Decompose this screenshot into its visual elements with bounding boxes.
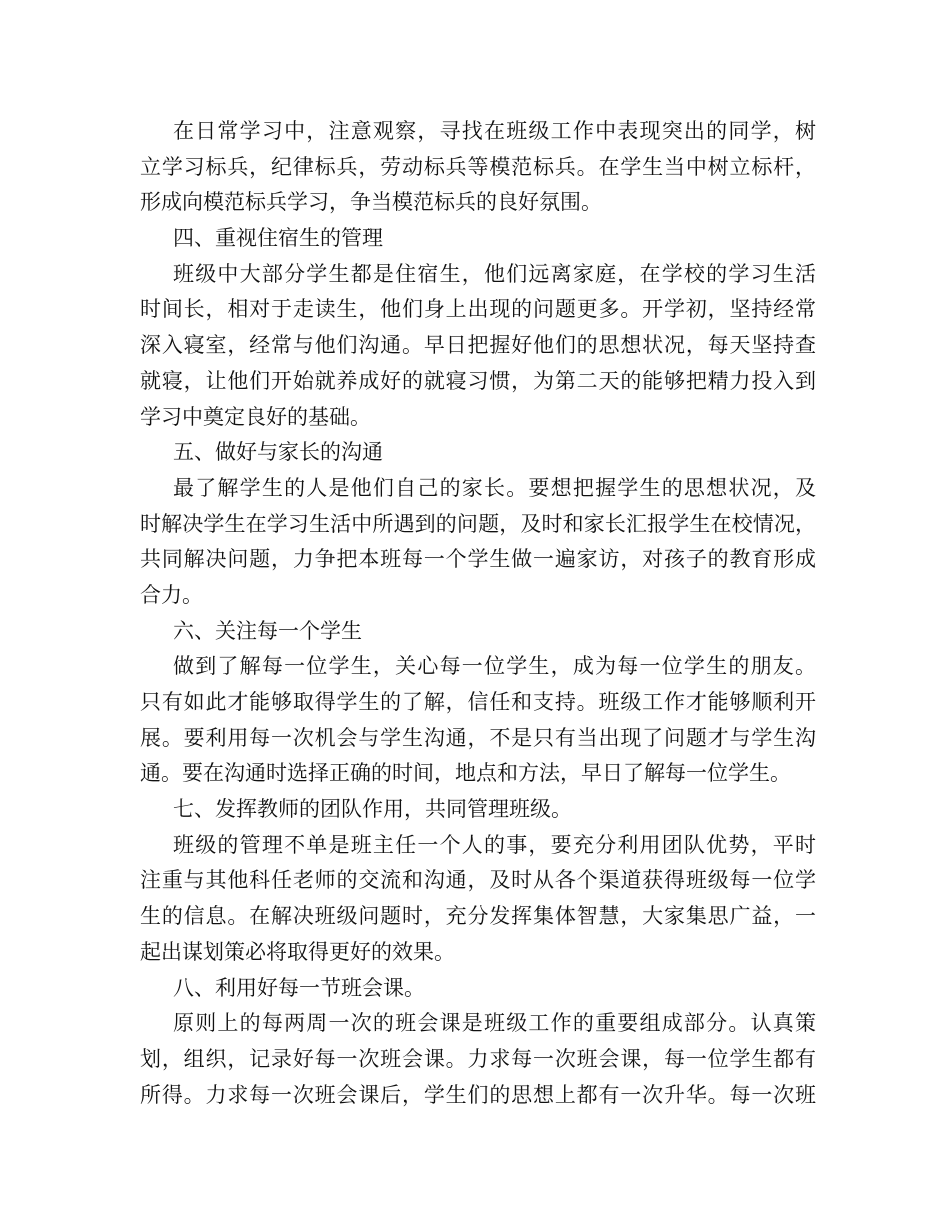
text-line: 时解决学生在学习生活中所遇到的问题，及时和家长汇报学生在校情况，: [140, 511, 816, 536]
heading-line: 七、发挥教师的团队作用，共同管理班级。: [173, 797, 572, 822]
text-line: 就寝，让他们开始就养成好的就寝习惯，为第二天的能够把精力投入到: [140, 368, 816, 393]
text-line: 所得。力求每一次班会课后，学生们的思想上都有一次升华。每一次班: [140, 1082, 816, 1107]
text-line: 注重与其他科任老师的交流和沟通，及时从各个渠道获得班级每一位学: [140, 868, 816, 893]
text-line: 合力。: [140, 582, 203, 607]
text-line: 形成向模范标兵学习，争当模范标兵的良好氛围。: [140, 190, 602, 215]
text-line: 起出谋划策必将取得更好的效果。: [140, 939, 455, 964]
heading-line: 八、利用好每一节班会课。: [173, 975, 425, 1000]
section-heading-5: [140, 435, 816, 471]
text-line: 做到了解每一位学生，关心每一位学生，成为每一位学生的朋友。: [173, 654, 816, 679]
text-line: 划，组织，记录好每一次班会课。力求每一次班会课，每一位学生都有: [140, 1046, 816, 1071]
text-line: 通。要在沟通时选择正确的时间，地点和方法，早日了解每一位学生。: [140, 761, 791, 786]
paragraph-boarding-students: [140, 257, 816, 435]
text-line: 展。要利用每一次机会与学生沟通，不是只有当出现了问题才与学生沟: [140, 725, 816, 750]
paragraph-role-models: [140, 114, 816, 221]
text-line: 时间长，相对于走读生，他们身上出现的问题更多。开学初，坚持经常: [140, 297, 816, 322]
text-line: 立学习标兵，纪律标兵，劳动标兵等模范标兵。在学生当中树立标杆，: [140, 154, 816, 179]
text-line: 班级的管理不单是班主任一个人的事，要充分利用团队优势，平时: [173, 832, 816, 857]
paragraph-every-student: [140, 649, 816, 792]
text-line: 深入寝室，经常与他们沟通。早日把握好他们的思想状况，每天坚持查: [140, 333, 816, 358]
heading-line: 六、关注每一个学生: [173, 618, 362, 643]
section-heading-6: [140, 614, 816, 650]
text-line: 在日常学习中，注意观察，寻找在班级工作中表现突出的同学，树: [173, 119, 816, 143]
paragraph-parent-communication: [140, 471, 816, 614]
text-line: 班级中大部分学生都是住宿生，他们远离家庭，在学校的学习生活: [173, 261, 816, 286]
section-heading-7: [140, 792, 816, 828]
paragraph-teacher-team: [140, 828, 816, 971]
text-line: 只有如此才能够取得学生的了解，信任和支持。班级工作才能够顺利开: [140, 690, 816, 714]
text-line: 生的信息。在解决班级问题时，充分发挥集体智慧，大家集思广益，一: [140, 904, 816, 929]
heading-line: 四、重视住宿生的管理: [173, 226, 383, 251]
document-body: [140, 114, 816, 1113]
section-heading-4: [140, 221, 816, 257]
text-line: 原则上的每两周一次的班会课是班级工作的重要组成部分。认真策: [173, 1011, 816, 1036]
text-line: 最了解学生的人是他们自己的家长。要想把握学生的思想状况，及: [173, 475, 816, 500]
heading-line: 五、做好与家长的沟通: [173, 440, 383, 465]
section-heading-8: [140, 971, 816, 1007]
paragraph-class-meetings: [140, 1006, 816, 1113]
text-line: 共同解决问题，力争把本班每一个学生做一遍家访，对孩子的教育形成: [140, 547, 816, 572]
text-line: 学习中奠定良好的基础。: [140, 404, 371, 429]
